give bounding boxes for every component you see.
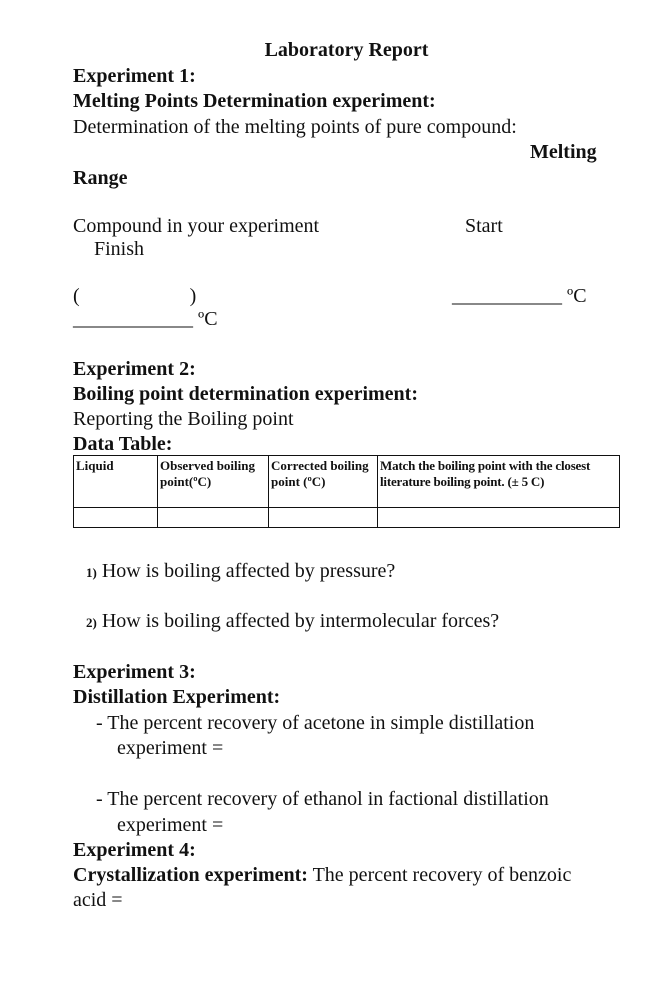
question-text: How is boiling affected by intermolecular forces?	[101, 610, 500, 632]
question-number: 1)	[86, 565, 97, 580]
exp1-heading: Experiment 1:	[73, 65, 196, 87]
compound-label: Compound in your experiment	[73, 215, 320, 237]
report-title: Laboratory Report	[264, 39, 429, 61]
cell-corrected[interactable]	[269, 508, 378, 528]
range-label: Range	[73, 167, 128, 189]
cell-observed[interactable]	[158, 508, 269, 528]
boiling-data-table	[73, 455, 620, 528]
header-corrected: Corrected boiling point (ºC)	[269, 456, 378, 508]
header-liquid: Liquid	[74, 456, 158, 508]
table-header-row	[74, 456, 620, 508]
question-text: How is boiling affected by pressure?	[101, 560, 396, 582]
exp3-item1-line2: experiment =	[117, 737, 224, 759]
exp3-item2-line1: - The percent recovery of ethanol in factional distillation	[96, 788, 549, 810]
header-match: Match the boiling point with the closest literature boiling point. (± 5 C)	[378, 456, 620, 508]
exp2-subheading: Boiling point determination experiment:	[73, 383, 418, 405]
finish-label: Finish	[94, 238, 145, 260]
header-observed: Observed boiling point(ºC)	[158, 456, 269, 508]
exp3-heading: Experiment 3:	[73, 661, 196, 683]
start-label: Start	[465, 215, 503, 237]
exp3-subheading: Distillation Experiment:	[73, 686, 281, 708]
data-table-label: Data Table:	[73, 433, 173, 455]
exp1-description: Determination of the melting points of pure compound:	[73, 116, 517, 138]
start-blank: ___________ ºC	[452, 285, 587, 307]
melting-label: Melting	[530, 141, 597, 163]
exp4-text: The percent recovery of benzoic	[307, 864, 572, 886]
question-1	[86, 559, 395, 585]
exp1-subheading: Melting Points Determination experiment:	[73, 90, 436, 112]
compound-blank: ( )	[73, 285, 197, 307]
exp4-line	[73, 863, 571, 887]
exp2-description: Reporting the Boiling point	[73, 408, 294, 430]
exp3-item1-line1: - The percent recovery of acetone in simple distillation	[96, 712, 535, 734]
exp4-label: Crystallization experiment:	[73, 864, 308, 886]
exp3-item2-line2: experiment =	[117, 814, 224, 836]
cell-liquid[interactable]	[74, 508, 158, 528]
question-number: 2)	[86, 615, 97, 630]
cell-match[interactable]	[378, 508, 620, 528]
exp2-heading: Experiment 2:	[73, 358, 196, 380]
finish-blank: ____________ ºC	[73, 308, 218, 330]
question-2	[86, 609, 499, 635]
table-row	[74, 508, 620, 528]
exp4-line2: acid =	[73, 889, 123, 911]
exp4-heading: Experiment 4:	[73, 839, 196, 861]
